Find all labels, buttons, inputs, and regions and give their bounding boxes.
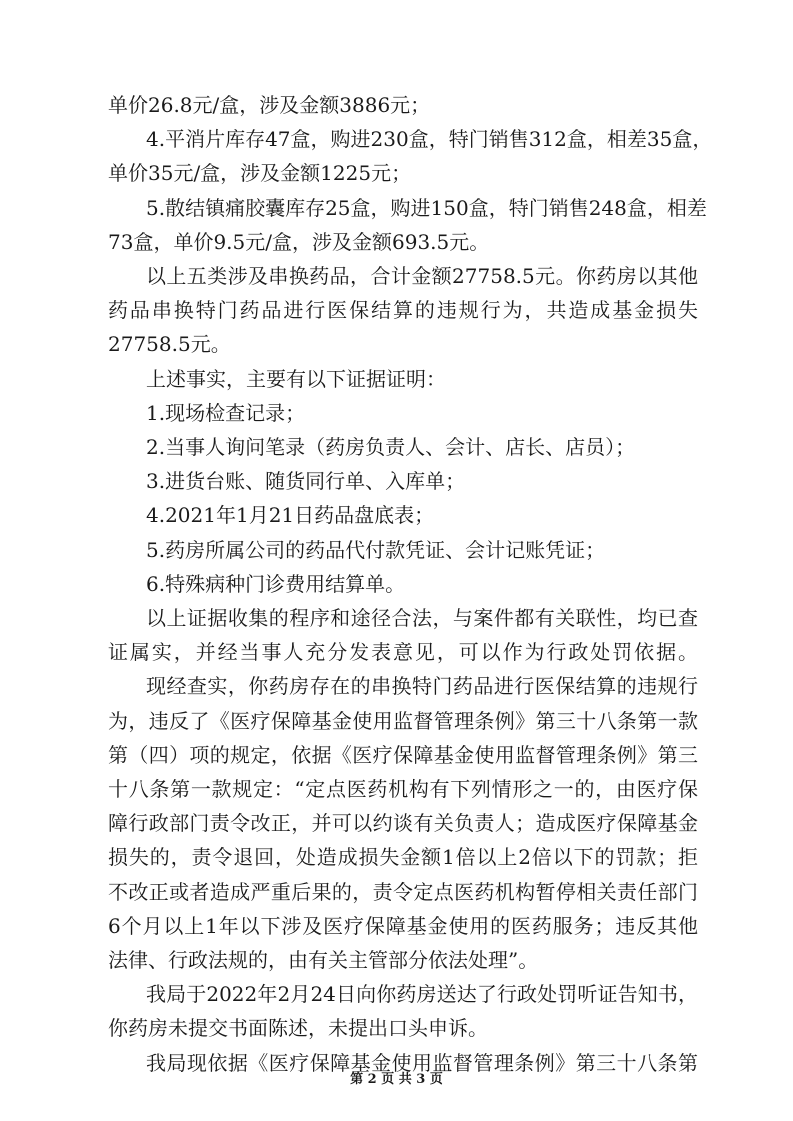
text-line: 为，违反了《医疗保障基金使用监督管理条例》第三十八条第一款 xyxy=(108,708,698,733)
text-line: 证属实，并经当事人充分发表意见，可以作为行政处罚依据。 xyxy=(108,640,698,665)
text-line: 药品串换特门药品进行医保结算的违规行为，共造成基金损失 xyxy=(108,298,698,323)
text-line: 5.散结镇痛胶囊库存25盒，购进150盒，特门销售248盒，相差 xyxy=(146,195,707,220)
page-number: 第 2 页 共 3 页 xyxy=(350,1072,443,1087)
text-line: 我局现依据《医疗保障基金使用监督管理条例》第三十八条第 xyxy=(146,1050,698,1075)
text-line: 1.现场检查记录； xyxy=(146,400,306,425)
text-line: 上述事实，主要有以下证据证明： xyxy=(146,366,446,391)
text-line: 27758.5元。 xyxy=(108,332,231,357)
text-line: 4.2021年1月21日药品盘底表； xyxy=(146,503,435,528)
text-line: 3.进货台账、随货同行单、入库单； xyxy=(146,469,466,494)
text-line: 2.当事人询问笔录（药房负责人、会计、店长、店员）； xyxy=(146,435,636,459)
text-line: 十八条第一款规定：“定点医药机构有下列情形之一的，由医疗保 xyxy=(108,777,698,801)
text-line: 不改正或者造成严重后果的，责令定点医药机构暂停相关责任部门 xyxy=(108,879,698,904)
text-line: 6个月以上1年以下涉及医疗保障基金使用的医药服务；违反其他 xyxy=(108,913,698,938)
text-line: 73盒，单价9.5元/盒，涉及金额693.5元。 xyxy=(108,229,490,254)
text-line: 4.平消片库存47盒，购进230盒，特门销售312盒，相差35盒， xyxy=(146,127,713,152)
text-line: 5.药房所属公司的药品代付款凭证、会计记账凭证； xyxy=(146,537,606,562)
text-line: 你药房未提交书面陈述，未提出口头申诉。 xyxy=(108,1016,488,1041)
text-line: 现经查实，你药房存在的串换特门药品进行医保结算的违规行 xyxy=(146,674,698,699)
text-line: 单价26.8元/盒，涉及金额3886元； xyxy=(108,93,431,117)
text-line: 法律、行政法规的，由有关主管部分依法处理”。 xyxy=(108,948,539,972)
text-line: 单价35元/盒，涉及金额1225元； xyxy=(108,161,412,186)
text-line: 损失的，责令退回，处造成损失金额1倍以上2倍以下的罚款；拒 xyxy=(108,845,698,870)
text-line: 第（四）项的规定，依据《医疗保障基金使用监督管理条例》第三 xyxy=(108,742,698,767)
text-line: 以上证据收集的程序和途径合法，与案件都有关联性，均已查 xyxy=(146,606,698,630)
text-line: 我局于2022年2月24日向你药房送达了行政处罚听证告知书， xyxy=(146,982,698,1007)
text-line: 6.特殊病种门诊费用结算单。 xyxy=(146,571,406,596)
text-line: 以上五类涉及串换药品，合计金额27758.5元。你药房以其他 xyxy=(146,264,698,288)
text-line: 障行政部门责令改正，并可以约谈有关负责人；造成医疗保障基金 xyxy=(108,811,698,836)
